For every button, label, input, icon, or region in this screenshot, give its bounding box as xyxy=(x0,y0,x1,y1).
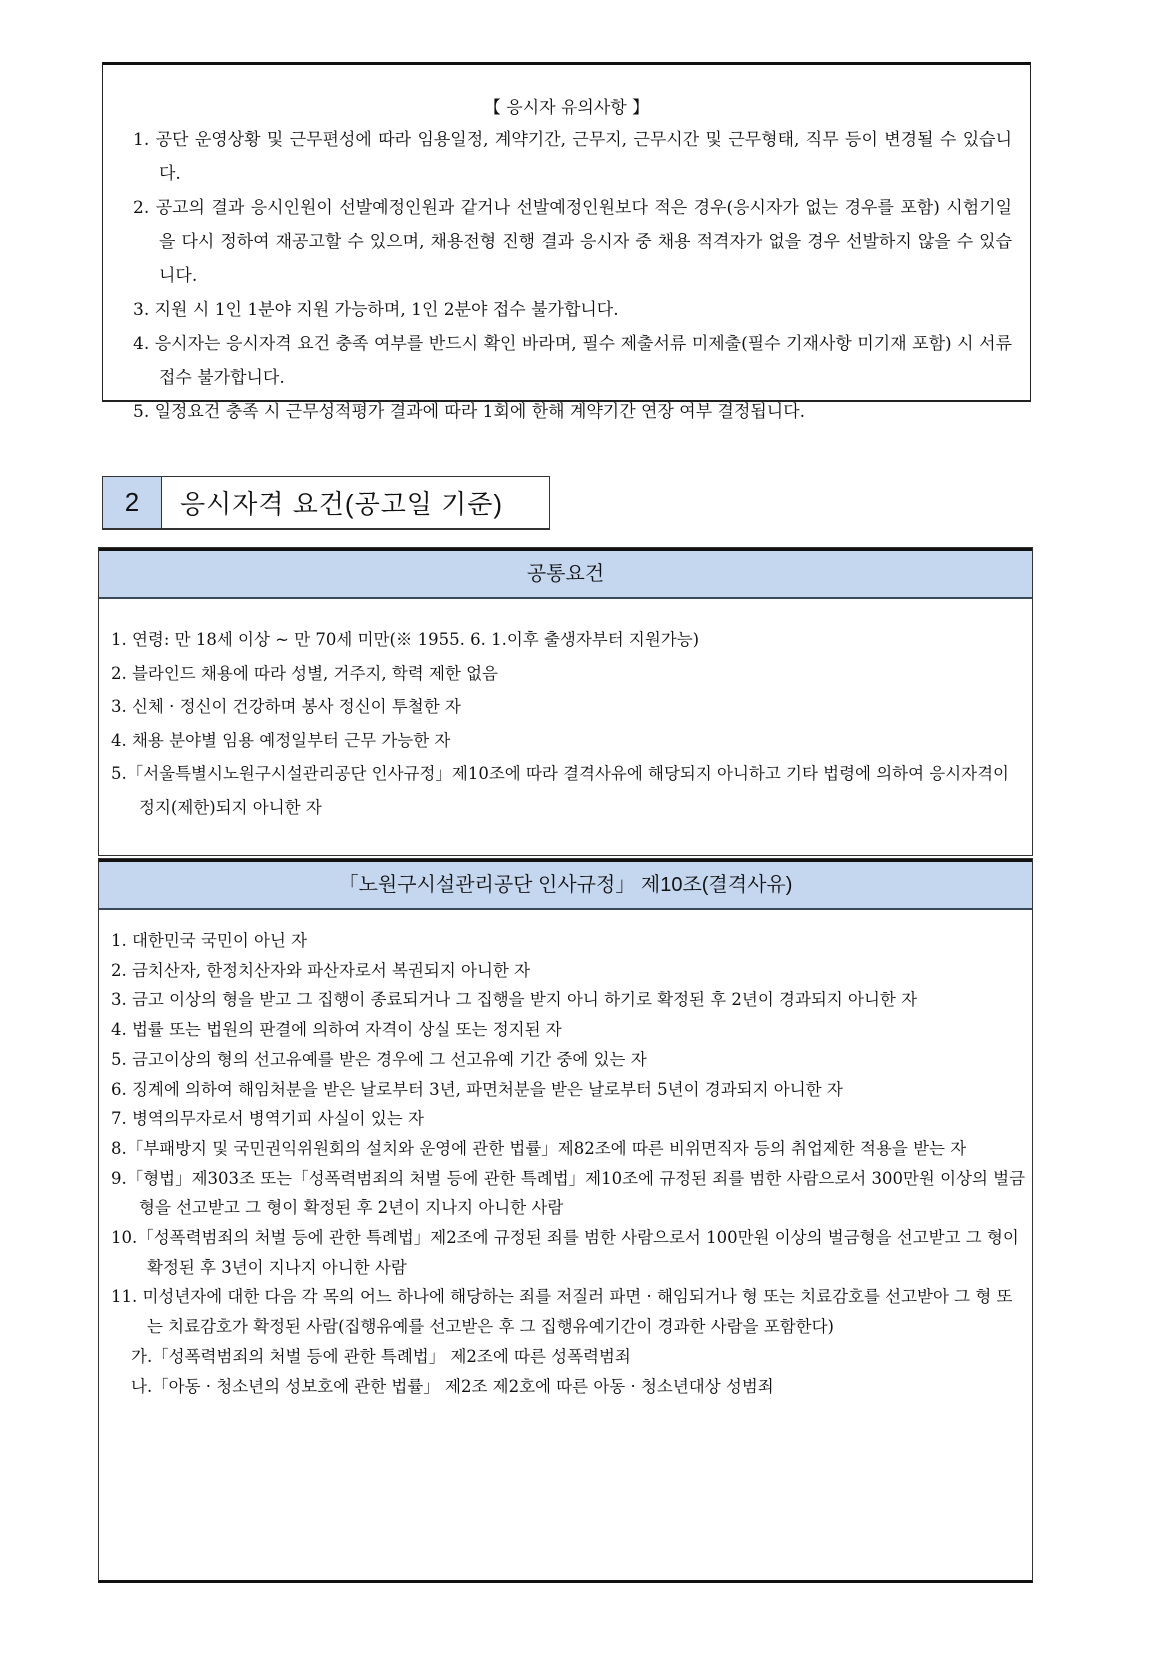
notice-title: 【 응시자 유의사항 】 xyxy=(483,98,650,118)
requirement-item: 2. 블라인드 채용에 따라 성별, 거주지, 학력 제한 없음 xyxy=(111,663,498,683)
disqualification-item: 9.「형법」제303조 또는「성폭력범죄의 처벌 등에 관한 특례법」제10조에 규정된 죄를 범한 사람으로서 300만원 이상의 벌금형을 선고받고 그 형이 확정된 후 2년이 지나지 아니한 사람 xyxy=(111,1168,1026,1218)
disqualification-item: 11. 미성년자에 대한 다음 각 목의 어느 하나에 해당하는 죄를 저질러 파면 · 해임되거나 형 또는 치료감호를 선고받아 그 형 또는 치료감호가 확정된 사람(집행유예를 선고받은 후 그 집행유예기간이 경과한 사람을 포함한다) xyxy=(111,1287,1013,1337)
disqualification-item: 10.「성폭력범죄의 처벌 등에 관한 특례법」제2조에 규정된 죄를 범한 사람으로서 100만원 이상의 벌금형을 선고받고 그 형이 확정된 후 3년이 지나지 아니한 사람 xyxy=(111,1228,1019,1277)
disqualification-item: 6. 징계에 의하여 해임처분을 받은 날로부터 3년, 파면처분을 받은 날로부터 5년이 경과되지 아니한 자 xyxy=(111,1079,843,1099)
requirement-item: 3. 신체 · 정신이 건강하며 봉사 정신이 투철한 자 xyxy=(111,697,461,716)
requirement-item: 4. 채용 분야별 임용 예정일부터 근무 가능한 자 xyxy=(111,730,451,750)
disqualification-list xyxy=(99,910,1032,1401)
common-requirements-heading: 공통요건 xyxy=(99,548,1032,599)
section-number: 2 xyxy=(103,477,162,528)
notice-item: 3. 지원 시 1인 1분야 지원 가능하며, 1인 2분야 접수 불가합니다. xyxy=(133,300,619,320)
section-title: 응시자격 요건(공고일 기준) xyxy=(180,489,504,519)
disqualification-sub-item: 가.「성폭력범죄의 처벌 등에 관한 특례법」 제2조에 따른 성폭력범죄 xyxy=(131,1346,631,1366)
notice-item: 1. 공단 운영상황 및 근무편성에 따라 임용일정, 계약기간, 근무지, 근무시간 및 근무형태, 직무 등이 변경될 수 있습니다. xyxy=(133,130,1012,184)
disqualification-item: 7. 병역의무자로서 병역기피 사실이 있는 자 xyxy=(111,1109,424,1129)
notice-list xyxy=(133,123,1012,429)
disqualification-heading: 「노원구시설관리공단 인사규정」 제10조(결격사유) xyxy=(99,859,1032,910)
disqualification-item: 8.「부패방지 및 국민권익위원회의 설치와 운영에 관한 법률」제82조에 따른 비위면직자 등의 취업제한 적용을 받는 자 xyxy=(111,1138,967,1158)
disqualification-item: 3. 금고 이상의 형을 받고 그 집행이 종료되거나 그 집행을 받지 아니 하기로 확정된 후 2년이 경과되지 아니한 자 xyxy=(111,990,918,1010)
disqualification-item: 1. 대한민국 국민이 아닌 자 xyxy=(111,931,308,950)
notice-item: 5. 일정요건 충족 시 근무성적평가 결과에 따라 1회에 한해 계약기간 연장 여부 결정됩니다. xyxy=(133,402,806,422)
disqualification-item: 5. 금고이상의 형의 선고유예를 받은 경우에 그 선고유예 기간 중에 있는 자 xyxy=(111,1049,647,1069)
notice-item: 2. 공고의 결과 응시인원이 선발예정인원과 같거나 선발예정인원보다 적은 경우(응시자가 없는 경우를 포함) 시험기일을 다시 정하여 재공고할 수 있으며, 채용전형 진행 결과 응시자 중 채용 적격자가 없을 경우 선발하지 않을 수 있습니다. xyxy=(133,198,1012,286)
requirement-item: 5.「서울특별시노원구시설관리공단 인사규정」제10조에 따라 결격사유에 해당되지 아니하고 기타 법령에 의하여 응시자격이 정지(제한)되지 아니한 자 xyxy=(111,764,1009,817)
disqualification-sub-item: 나.「아동 · 청소년의 성보호에 관한 법률」 제2조 제2호에 따른 아동 · 청소년대상 성범죄 xyxy=(131,1376,774,1396)
disqualification-item: 4. 법률 또는 법원의 판결에 의하여 자격이 상실 또는 정지된 자 xyxy=(111,1020,562,1040)
notice-item: 4. 응시자는 응시자격 요건 충족 여부를 반드시 확인 바라며, 필수 제출서류 미제출(필수 기재사항 미기재 포함) 시 서류 접수 불가합니다. xyxy=(133,334,1012,388)
common-requirements-box xyxy=(98,547,1033,856)
disqualification-box xyxy=(98,858,1033,1583)
applicant-notice-box xyxy=(102,62,1031,422)
disqualification-item: 2. 금치산자, 한정치산자와 파산자로서 복권되지 아니한 자 xyxy=(111,960,531,980)
common-requirements-list xyxy=(99,599,1032,824)
requirement-item: 1. 연령: 만 18세 이상 ~ 만 70세 미만(※ 1955. 6. 1.이후 출생자부터 지원가능) xyxy=(111,630,700,649)
section-header xyxy=(102,476,550,530)
